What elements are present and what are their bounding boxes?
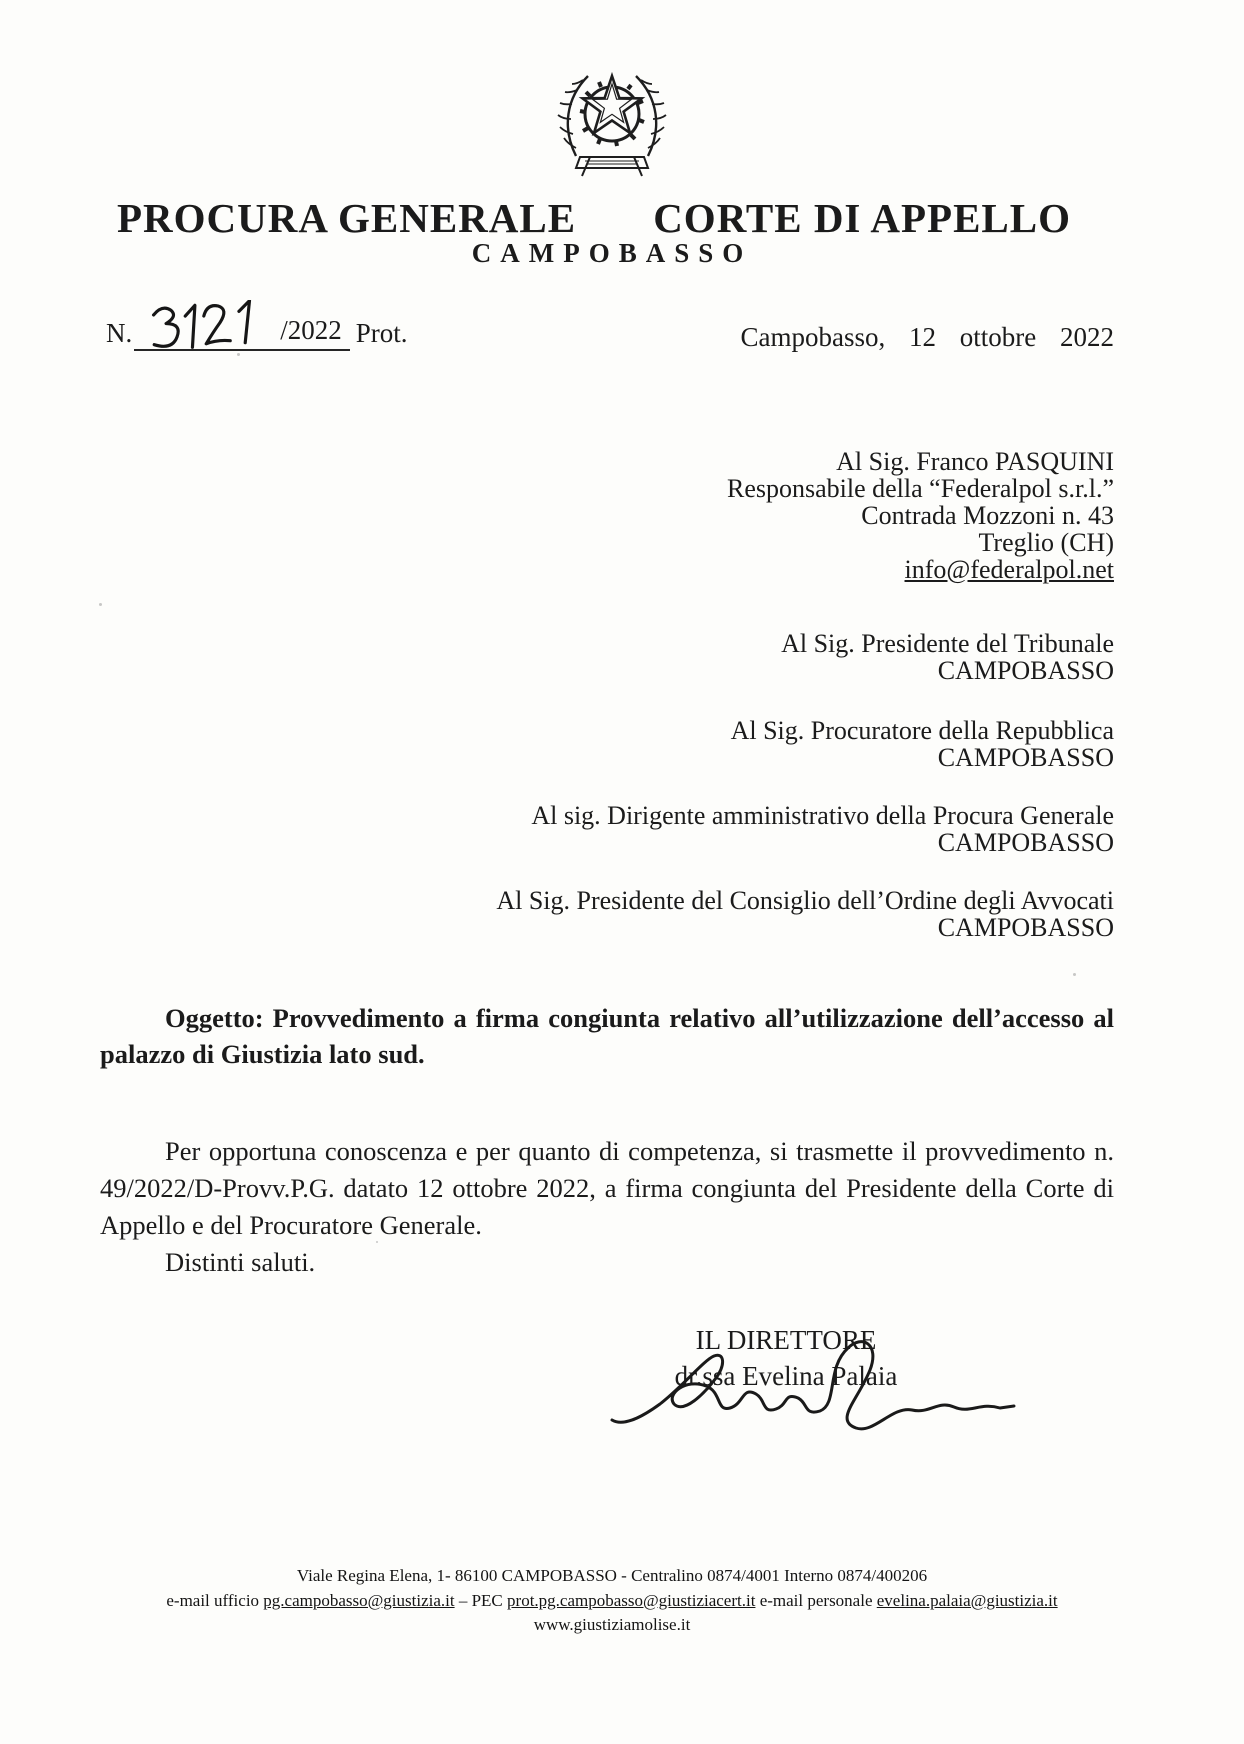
footer	[0, 1564, 1224, 1638]
scan-speck	[1073, 973, 1076, 976]
footer-website: www.giustiziamolise.it	[533, 1615, 691, 1634]
recipient-line: Contrada Mozzoni n. 43	[861, 501, 1114, 530]
closing-salutation: Distinti saluti.	[165, 1247, 316, 1277]
recipient-line: Al Sig. Procuratore della Repubblica	[730, 716, 1114, 745]
handwritten-number-3121	[138, 300, 280, 352]
protocol-prefix: N.	[106, 318, 133, 348]
footer-address: Viale Regina Elena, 1- 86100 CAMPOBASSO - Centralino 0874/4001 Interno 0874/400206	[296, 1566, 928, 1585]
place-date-line: Campobasso, 12 ottobre 2022	[740, 322, 1114, 352]
protocol-year: /2022	[280, 315, 342, 345]
recipient-line: CAMPOBASSO	[937, 743, 1114, 772]
recipient-email: info@federalpol.net	[904, 555, 1114, 584]
protocol-number-field	[134, 300, 350, 351]
recipient-line: CAMPOBASSO	[937, 913, 1114, 942]
protocol-label: Prot.	[355, 318, 408, 348]
recipient-ordine-avvocati	[496, 887, 1114, 941]
footer-email-line	[0, 1589, 1224, 1614]
recipient-procuratore-repubblica	[496, 717, 1114, 771]
scan-speck	[237, 353, 240, 356]
recipient-presidente-tribunale	[496, 630, 1114, 684]
recipient-line: Al sig. Dirigente amministrativo della Procura Generale	[531, 801, 1114, 830]
recipient-line: Al Sig. Presidente del Tribunale	[781, 629, 1114, 658]
scan-speck	[376, 1241, 378, 1243]
signature-block	[600, 1322, 972, 1394]
signer-role: IL DIRETTORE	[695, 1325, 877, 1355]
recipient-line: Responsabile della “Federalpol s.r.l.”	[726, 474, 1114, 503]
recipient-line: CAMPOBASSO	[937, 828, 1114, 857]
scan-speck	[99, 603, 102, 606]
org-name-right: CORTE DI APPELLO	[653, 195, 1071, 241]
recipient-dirigente-amministrativo	[496, 802, 1114, 856]
body-line: Per opportuna conoscenza e per quanto di competenza, si trasmette il provvedimento n.	[165, 1136, 1114, 1166]
footer-personal-email: evelina.palaia@giustizia.it	[876, 1590, 1058, 1610]
footer-office-email: pg.campobasso@giustizia.it	[263, 1590, 455, 1610]
signer-name: dr.ssa Evelina Palaia	[674, 1361, 898, 1391]
footer-office-label: e-mail ufficio	[166, 1590, 260, 1610]
letterhead-title	[117, 194, 1071, 242]
recipient-line: Al Sig. Franco PASQUINI	[836, 447, 1114, 476]
recipients-list	[496, 448, 1114, 941]
org-name-left: PROCURA GENERALE	[117, 195, 577, 241]
body-line: Appello e del Procuratore Generale.	[100, 1210, 482, 1240]
recipient-pasquini	[496, 448, 1114, 583]
recipient-line: Al Sig. Presidente del Consiglio dell’Ordine degli Avvocati	[496, 886, 1114, 915]
body-line: 49/2022/D-Provv.P.G. datato 12 ottobre 2022, a firma congiunta del Presidente della Corte di	[100, 1173, 1114, 1203]
recipient-line: CAMPOBASSO	[937, 656, 1114, 685]
footer-pec-email: prot.pg.campobasso@giustiziacert.it	[507, 1590, 756, 1610]
recipient-line: Treglio (CH)	[978, 528, 1114, 557]
letterhead-city: CAMPOBASSO	[471, 238, 753, 268]
subject-line: palazzo di Giustizia lato sud.	[100, 1039, 425, 1069]
subject-line: Oggetto: Provvedimento a firma congiunta relativo all’utilizzazione dell’accesso al	[165, 1003, 1114, 1033]
body-paragraph	[100, 1133, 1114, 1281]
footer-pec-label: – PEC	[458, 1590, 503, 1610]
subject-paragraph	[100, 1000, 1114, 1072]
footer-personal-label: e-mail personale	[759, 1590, 873, 1610]
protocol-line	[106, 300, 408, 351]
italian-republic-emblem-icon	[552, 56, 672, 180]
